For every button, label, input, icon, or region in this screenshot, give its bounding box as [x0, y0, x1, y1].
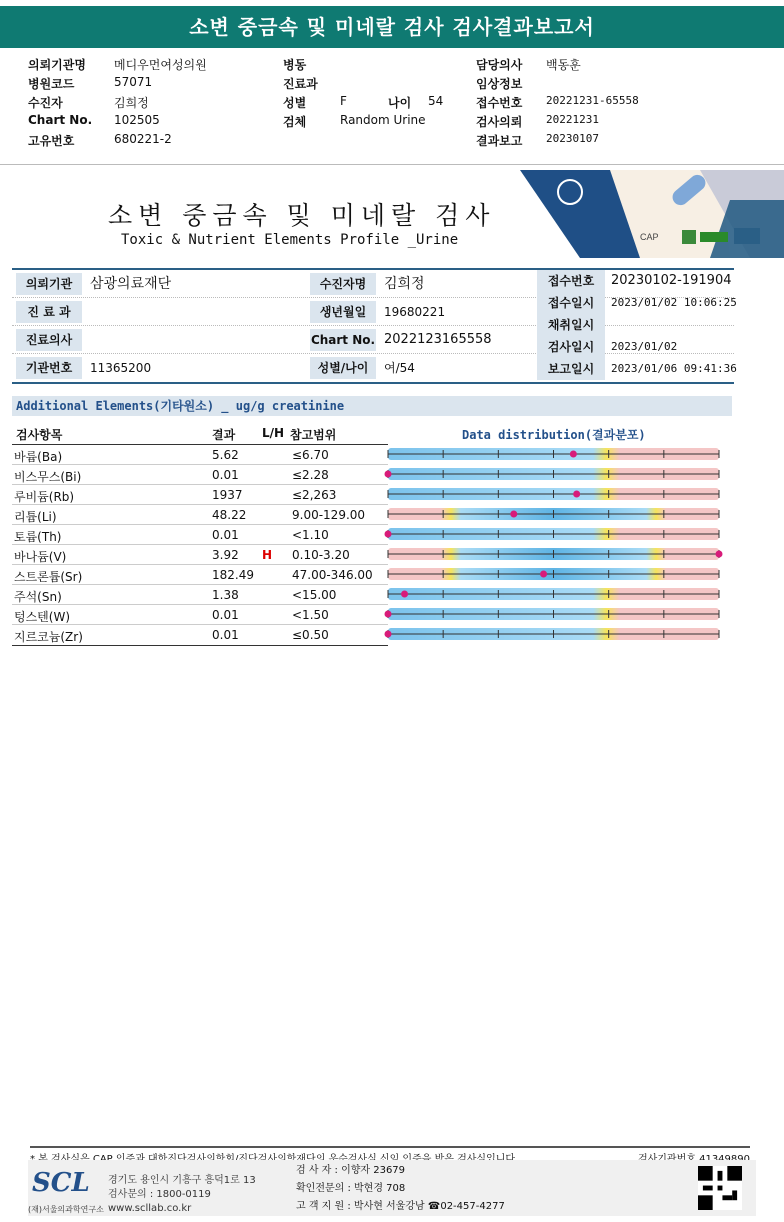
- table-row: [12, 565, 388, 585]
- result-value: 5.62: [212, 448, 239, 462]
- confirm-doctor: 확인전문의 : 박현경 708: [296, 1183, 406, 1194]
- element-name: 토륨(Th): [14, 530, 62, 544]
- result-marker: [573, 491, 580, 498]
- reference-range: ≤0.50: [292, 628, 329, 642]
- request-value: 20221231: [546, 113, 599, 126]
- doctor-value: 백동훈: [546, 58, 581, 72]
- qr-code-icon: [698, 1166, 742, 1210]
- patient-value: 김희정: [114, 96, 149, 110]
- reference-range: <1.10: [292, 528, 329, 542]
- chart-value: 102505: [114, 113, 160, 127]
- tester: 검 사 자 : 이향자 23679: [296, 1165, 406, 1176]
- result-marker: [401, 591, 408, 598]
- test-date-label: 검사일시: [537, 336, 605, 358]
- report-value: 20230107: [546, 132, 599, 145]
- report-date-label: 보고일시: [537, 358, 605, 380]
- recv-no-value: 20230102-191904: [611, 273, 732, 288]
- element-name: 주석(Sn): [14, 590, 62, 604]
- request-label: 검사의뢰: [476, 115, 523, 129]
- report-subheading: Toxic & Nutrient Elements Profile _Urine: [121, 232, 459, 248]
- result-marker: [570, 451, 577, 458]
- result-value: 0.01: [212, 628, 239, 642]
- clinic-label: 의뢰기관명: [28, 58, 86, 72]
- element-name: 텅스텐(W): [14, 610, 71, 624]
- result-marker: [385, 531, 392, 538]
- table-row: [12, 625, 388, 645]
- instno-value: 11365200: [90, 361, 152, 375]
- reference-range: 0.10-3.20: [292, 548, 350, 562]
- eqa-logo: [700, 232, 728, 242]
- col-result: 결과: [212, 428, 236, 442]
- inst-value: 삼광의료재단: [90, 276, 172, 292]
- dept-value: [84, 301, 90, 323]
- table-row: [12, 585, 388, 605]
- cap-logo: CAP: [640, 232, 659, 242]
- code-label: 병원코드: [28, 77, 75, 91]
- result-marker: [540, 571, 547, 578]
- table-row: [12, 485, 388, 505]
- doc-label: 진료의사: [16, 329, 82, 351]
- col-distribution: Data distribution(결과분포): [462, 428, 646, 442]
- table-row: [12, 525, 388, 545]
- col-lh: L/H: [262, 426, 285, 440]
- chart-no-label: Chart No.: [310, 329, 376, 351]
- result-marker: [716, 551, 723, 558]
- element-name: 리튬(Li): [14, 510, 57, 524]
- chart-label: Chart No.: [28, 113, 93, 127]
- chart-no-value: 2022123165558: [384, 332, 492, 347]
- element-name: 바륨(Ba): [14, 450, 63, 464]
- lm-logo: [682, 230, 696, 244]
- sex-value: F: [340, 94, 347, 108]
- instno-label: 기관번호: [16, 357, 82, 379]
- uid-label: 고유번호: [28, 134, 75, 148]
- scl-logo: SCL: [32, 1168, 90, 1198]
- collect-value: [605, 314, 611, 336]
- name-label: 수진자명: [310, 273, 376, 295]
- lh-flag: H: [262, 548, 273, 562]
- element-name: 비스무스(Bi): [14, 470, 82, 484]
- code-value: 57071: [114, 75, 153, 89]
- recv-no-label: 접수번호: [537, 270, 605, 292]
- uid-value: 680221-2: [114, 132, 172, 146]
- footer: [28, 1160, 756, 1216]
- inst-label: 의뢰기관: [16, 273, 82, 295]
- table-row: [12, 445, 388, 465]
- dob-label: 생년월일: [310, 301, 376, 323]
- sexage-value: 여/54: [384, 361, 415, 375]
- result-value: 0.01: [212, 528, 239, 542]
- age-value: 54: [428, 94, 444, 108]
- collect-label: 채취일시: [537, 314, 605, 336]
- element-name: 스트론튬(Sr): [14, 570, 83, 584]
- dept-label: 진료과: [283, 77, 318, 91]
- customer-support: 고 객 지 원 : 박사현 서울강남 ☎02-457-4277: [296, 1201, 505, 1212]
- reference-range: <15.00: [292, 588, 337, 602]
- amas-logo: [734, 228, 760, 244]
- element-name: 지르코늄(Zr): [14, 630, 83, 644]
- table-row: [12, 605, 388, 625]
- accession-value: 20221231-65558: [546, 94, 639, 107]
- element-name: 바나듐(V): [14, 550, 67, 564]
- section-title: Additional Elements(기타원소) _ ug/g creatinine: [12, 396, 732, 416]
- clinic-value: 메디우먼여성의원: [114, 58, 207, 72]
- result-marker: [385, 631, 392, 638]
- results-table-header: [12, 424, 732, 444]
- doc-value: [84, 329, 90, 351]
- accession-label: 접수번호: [476, 96, 523, 110]
- reference-range: ≤6.70: [292, 448, 329, 462]
- ward-label: 병동: [283, 58, 307, 72]
- reference-range: 47.00-346.00: [292, 568, 373, 582]
- phone-line: 검사문의 : 1800-0119: [108, 1189, 211, 1200]
- dept-label: 진 료 과: [16, 301, 82, 323]
- reference-range: ≤2.28: [292, 468, 329, 482]
- result-value: 48.22: [212, 508, 247, 522]
- result-value: 0.01: [212, 608, 239, 622]
- lab-address: [108, 1174, 256, 1216]
- reference-range: ≤2,263: [292, 488, 337, 502]
- dob-value: 19680221: [384, 305, 446, 319]
- sex-label: 성별: [283, 96, 307, 110]
- header-divider: [0, 164, 784, 165]
- col-ref: 참고범위: [290, 428, 337, 442]
- element-name: 루비듐(Rb): [14, 490, 75, 504]
- name-value: 김희정: [384, 276, 425, 292]
- reference-range: 9.00-129.00: [292, 508, 366, 522]
- address-line: 경기도 용인시 기흥구 흥덕1로 13: [108, 1175, 256, 1186]
- specimen-value: Random Urine: [340, 113, 426, 127]
- result-value: 1937: [212, 488, 243, 502]
- recv-date-value: 2023/01/02 10:06:25: [611, 296, 737, 309]
- receipt-info: [537, 268, 737, 380]
- result-value: 0.01: [212, 468, 239, 482]
- recv-date-label: 접수일시: [537, 292, 605, 314]
- doctor-label: 담당의사: [476, 58, 523, 72]
- age-label: 나이: [388, 96, 412, 110]
- table-row: [12, 545, 388, 565]
- clinical-label: 임상정보: [476, 77, 523, 91]
- results-table: [12, 444, 388, 646]
- patient-label: 수진자: [28, 96, 63, 110]
- test-date-value: 2023/01/02: [611, 340, 678, 353]
- result-marker: [385, 471, 392, 478]
- report-label: 결과보고: [476, 134, 523, 148]
- result-value: 182.49: [212, 568, 254, 582]
- table-row: [12, 465, 388, 485]
- table-row: [12, 505, 388, 525]
- sexage-label: 성별/나이: [310, 357, 376, 379]
- result-value: 1.38: [212, 588, 239, 602]
- staff-info: [296, 1162, 505, 1216]
- result-value: 3.92: [212, 548, 239, 562]
- col-item: 검사항목: [16, 428, 63, 442]
- specimen-label: 검체: [283, 115, 307, 129]
- accreditation-banner: [520, 170, 784, 258]
- result-marker: [385, 611, 392, 618]
- report-title-bar: 소변 중금속 및 미네랄 검사 검사결과보고서: [0, 6, 784, 48]
- distribution-chart: [384, 444, 724, 644]
- scl-name: (재)서울의과학연구소: [28, 1205, 104, 1214]
- report-heading: 소변 중금속 및 미네랄 검사: [108, 201, 496, 230]
- request-header: [28, 56, 768, 151]
- reference-range: <1.50: [292, 608, 329, 622]
- report-date-value: 2023/01/06 09:41:36: [611, 362, 737, 375]
- result-marker: [510, 511, 517, 518]
- web-line[interactable]: www.scllab.co.kr: [108, 1203, 192, 1214]
